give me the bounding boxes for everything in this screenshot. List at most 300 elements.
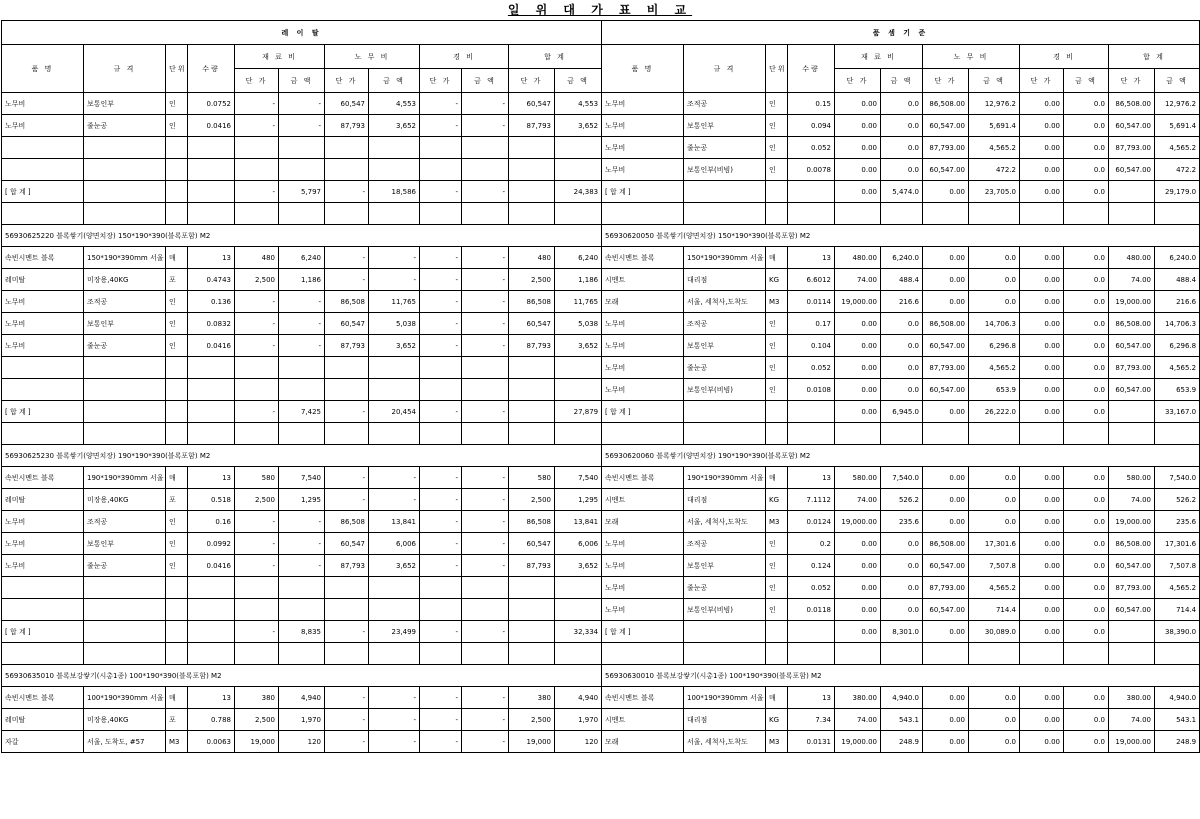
empty-cell	[766, 203, 788, 225]
material-amount: 0.0	[881, 533, 923, 555]
labor-amount: 0.0	[969, 709, 1020, 731]
empty-cell	[279, 379, 325, 401]
expense-amount: -	[462, 313, 509, 335]
expense-unit-price: 0.00	[1020, 511, 1064, 533]
total-amount: 120	[555, 731, 602, 753]
item-qty: 0.0416	[188, 335, 235, 357]
material-unit-price: 19,000.00	[835, 731, 881, 753]
expense-amount: -	[462, 291, 509, 313]
header-unit-price: 단 가	[1109, 69, 1155, 93]
item-name: 노무비	[602, 159, 684, 181]
empty-row	[602, 203, 1200, 225]
empty-cell	[462, 203, 509, 225]
empty-row	[602, 423, 1200, 445]
expense-amount: 0.0	[1064, 511, 1109, 533]
item-unit: 인	[766, 335, 788, 357]
empty-cell	[325, 577, 369, 599]
item-unit	[766, 621, 788, 643]
empty-cell	[923, 423, 969, 445]
total-unit-price: 580	[509, 467, 555, 489]
material-unit-price: 19,000.00	[835, 291, 881, 313]
item-name: 노무비	[602, 577, 684, 599]
section-title-row	[602, 665, 1200, 687]
item-spec: 줄눈공	[84, 335, 166, 357]
total-unit-price: 19,000.00	[1109, 291, 1155, 313]
item-unit: 인	[766, 357, 788, 379]
material-amount: 120	[279, 731, 325, 753]
expense-amount: -	[462, 269, 509, 291]
expense-amount: -	[462, 181, 509, 203]
item-unit	[766, 401, 788, 423]
empty-cell	[835, 643, 881, 665]
expense-amount: 0.0	[1064, 137, 1109, 159]
material-unit-price: 2,500	[235, 489, 279, 511]
item-qty: 0.0118	[788, 599, 835, 621]
item-unit: 인	[766, 555, 788, 577]
total-amount: 13,841	[555, 511, 602, 533]
material-unit-price: 0.00	[835, 137, 881, 159]
table-row	[602, 533, 1200, 555]
item-name: 노무비	[2, 291, 84, 313]
total-unit-price	[1109, 401, 1155, 423]
header-qty: 수량	[788, 45, 835, 93]
labor-unit-price: 0.00	[923, 269, 969, 291]
empty-cell	[279, 599, 325, 621]
table-row	[2, 731, 602, 753]
empty-cell	[462, 423, 509, 445]
item-qty	[788, 181, 835, 203]
material-unit-price: 480.00	[835, 247, 881, 269]
labor-unit-price: 0.00	[923, 731, 969, 753]
expense-unit-price: 0.00	[1020, 313, 1064, 335]
empty-cell	[509, 643, 555, 665]
table-row	[2, 269, 602, 291]
subtotal-row	[2, 401, 602, 423]
header-amount: 금 액	[881, 69, 923, 93]
expense-amount: -	[462, 115, 509, 137]
empty-cell	[188, 203, 235, 225]
expense-amount: 0.0	[1064, 357, 1109, 379]
material-amount: 0.0	[881, 159, 923, 181]
empty-cell	[369, 599, 420, 621]
item-unit: 매	[166, 467, 188, 489]
item-qty: 0.052	[788, 137, 835, 159]
total-unit-price: 74.00	[1109, 269, 1155, 291]
empty-cell	[509, 203, 555, 225]
labor-amount: 4,565.2	[969, 137, 1020, 159]
item-name: 레미탈	[2, 489, 84, 511]
empty-row	[2, 357, 602, 379]
item-unit: 인	[766, 115, 788, 137]
total-amount: 472.2	[1155, 159, 1200, 181]
item-unit: 인	[166, 93, 188, 115]
material-unit-price: 0.00	[835, 313, 881, 335]
table-row	[2, 115, 602, 137]
item-qty: 0.124	[788, 555, 835, 577]
empty-row	[2, 379, 602, 401]
item-spec: 150*190*390mm 서울	[684, 247, 766, 269]
empty-cell	[188, 137, 235, 159]
table-body-left	[2, 21, 602, 753]
empty-row	[2, 643, 602, 665]
header-spec: 규 격	[84, 45, 166, 93]
total-amount: 216.6	[1155, 291, 1200, 313]
material-amount: 0.0	[881, 93, 923, 115]
expense-unit-price: -	[420, 93, 462, 115]
expense-unit-price: -	[420, 313, 462, 335]
empty-cell	[235, 643, 279, 665]
labor-unit-price: 60,547.00	[923, 159, 969, 181]
header-total: 합 계	[1109, 45, 1200, 69]
empty-cell	[84, 599, 166, 621]
empty-cell	[188, 643, 235, 665]
header-name: 품 명	[602, 45, 684, 93]
header-unit: 단위	[766, 45, 788, 93]
total-unit-price	[1109, 621, 1155, 643]
total-amount: 1,295	[555, 489, 602, 511]
expense-unit-price: 0.00	[1020, 577, 1064, 599]
item-spec: 100*190*390mm 서울	[84, 687, 166, 709]
table-row	[2, 555, 602, 577]
empty-row	[2, 423, 602, 445]
item-qty: 0.0131	[788, 731, 835, 753]
item-name: 노무비	[602, 335, 684, 357]
material-amount: 0.0	[881, 335, 923, 357]
expense-amount: 0.0	[1064, 379, 1109, 401]
item-unit: M3	[766, 731, 788, 753]
empty-cell	[166, 577, 188, 599]
labor-unit-price: 60,547.00	[923, 379, 969, 401]
empty-cell	[235, 599, 279, 621]
total-unit-price: 87,793	[509, 555, 555, 577]
expense-amount: -	[462, 687, 509, 709]
total-unit-price: 60,547.00	[1109, 599, 1155, 621]
labor-amount: 3,652	[369, 555, 420, 577]
labor-unit-price: 60,547.00	[923, 335, 969, 357]
total-unit-price: 74.00	[1109, 709, 1155, 731]
expense-amount: 0.0	[1064, 687, 1109, 709]
material-unit-price: -	[235, 533, 279, 555]
empty-cell	[555, 599, 602, 621]
material-amount: 6,240	[279, 247, 325, 269]
material-unit-price: 0.00	[835, 555, 881, 577]
item-qty: 7.1112	[788, 489, 835, 511]
item-unit: KG	[766, 709, 788, 731]
item-spec: 줄눈공	[684, 357, 766, 379]
item-unit: 인	[166, 115, 188, 137]
empty-cell	[279, 423, 325, 445]
item-unit: 인	[766, 137, 788, 159]
labor-unit-price: -	[325, 269, 369, 291]
material-unit-price: -	[235, 313, 279, 335]
item-name: [ 합 계 ]	[2, 181, 84, 203]
table-row	[2, 335, 602, 357]
empty-cell	[166, 357, 188, 379]
empty-cell	[369, 577, 420, 599]
item-qty	[188, 181, 235, 203]
labor-amount: 0.0	[969, 467, 1020, 489]
empty-cell	[969, 203, 1020, 225]
empty-cell	[1109, 423, 1155, 445]
section-title: 56930635010 블록보강쌓기(시총1종) 100*190*390(블록포함) M2	[2, 665, 602, 687]
total-unit-price	[509, 621, 555, 643]
material-amount: 526.2	[881, 489, 923, 511]
material-unit-price: 0.00	[835, 577, 881, 599]
total-unit-price: 2,500	[509, 709, 555, 731]
item-spec: 대리점	[684, 709, 766, 731]
item-unit: 포	[166, 269, 188, 291]
expense-unit-price: 0.00	[1020, 621, 1064, 643]
item-spec	[684, 181, 766, 203]
labor-amount: -	[369, 247, 420, 269]
section-title-row	[2, 445, 602, 467]
empty-cell	[2, 137, 84, 159]
material-amount: 6,240.0	[881, 247, 923, 269]
empty-cell	[84, 137, 166, 159]
total-unit-price: 19,000.00	[1109, 731, 1155, 753]
empty-cell	[1064, 423, 1109, 445]
labor-amount: -	[369, 489, 420, 511]
total-amount: 653.9	[1155, 379, 1200, 401]
item-spec: 190*190*390mm 서울	[84, 467, 166, 489]
table-row	[602, 467, 1200, 489]
empty-cell	[325, 203, 369, 225]
header-amount: 금 액	[1155, 69, 1200, 93]
empty-cell	[555, 577, 602, 599]
expense-amount: -	[462, 621, 509, 643]
table-row	[602, 247, 1200, 269]
item-spec: 미장용,40KG	[84, 269, 166, 291]
table-row	[602, 313, 1200, 335]
material-unit-price: 0.00	[835, 621, 881, 643]
material-amount: 235.6	[881, 511, 923, 533]
empty-cell	[188, 577, 235, 599]
total-unit-price: 380	[509, 687, 555, 709]
empty-cell	[2, 599, 84, 621]
item-name: 속빈시멘트 블록	[2, 467, 84, 489]
empty-cell	[788, 203, 835, 225]
comparison-table-right	[601, 20, 1200, 753]
labor-amount: 14,706.3	[969, 313, 1020, 335]
material-unit-price: 0.00	[835, 335, 881, 357]
item-name: [ 합 계 ]	[2, 621, 84, 643]
labor-unit-price: 87,793	[325, 335, 369, 357]
total-unit-price: 86,508.00	[1109, 533, 1155, 555]
empty-cell	[2, 379, 84, 401]
material-amount: 248.9	[881, 731, 923, 753]
labor-amount: 17,301.6	[969, 533, 1020, 555]
expense-amount: 0.0	[1064, 467, 1109, 489]
empty-cell	[1064, 643, 1109, 665]
total-amount: 33,167.0	[1155, 401, 1200, 423]
expense-unit-price: 0.00	[1020, 291, 1064, 313]
item-qty: 0.0416	[188, 115, 235, 137]
total-amount: 4,940.0	[1155, 687, 1200, 709]
total-unit-price: 2,500	[509, 269, 555, 291]
material-unit-price: 2,500	[235, 709, 279, 731]
material-amount: -	[279, 115, 325, 137]
empty-cell	[369, 423, 420, 445]
header-unit-price: 단 가	[923, 69, 969, 93]
total-amount: 5,691.4	[1155, 115, 1200, 137]
material-unit-price: 19,000.00	[835, 511, 881, 533]
table-row	[602, 731, 1200, 753]
page-title: 일 위 대 가 표 비 교	[507, 3, 693, 17]
table-row	[602, 709, 1200, 731]
item-qty: 13	[788, 467, 835, 489]
empty-cell	[1109, 643, 1155, 665]
item-qty: 7.34	[788, 709, 835, 731]
empty-cell	[881, 643, 923, 665]
material-amount: 1,970	[279, 709, 325, 731]
item-spec	[684, 621, 766, 643]
item-spec: 190*190*390mm 서울	[684, 467, 766, 489]
item-unit: 인	[166, 291, 188, 313]
table-row	[2, 247, 602, 269]
expense-unit-price: -	[420, 709, 462, 731]
item-qty: 13	[788, 687, 835, 709]
subtotal-row	[602, 181, 1200, 203]
item-name: 노무비	[2, 313, 84, 335]
total-unit-price: 60,547.00	[1109, 335, 1155, 357]
item-spec	[84, 621, 166, 643]
total-amount: 526.2	[1155, 489, 1200, 511]
empty-cell	[555, 137, 602, 159]
item-unit: KG	[766, 269, 788, 291]
material-unit-price: 0.00	[835, 533, 881, 555]
item-qty: 0.0416	[188, 555, 235, 577]
empty-cell	[923, 643, 969, 665]
item-name: 노무비	[2, 93, 84, 115]
item-name: 노무비	[2, 533, 84, 555]
empty-cell	[684, 423, 766, 445]
section-title-row	[602, 225, 1200, 247]
table-row	[602, 93, 1200, 115]
expense-amount: -	[462, 709, 509, 731]
item-qty: 0.518	[188, 489, 235, 511]
section-title: 56930630010 블록보강쌓기(시총1종) 100*190*390(블록포함) M2	[602, 665, 1200, 687]
material-unit-price: -	[235, 291, 279, 313]
empty-cell	[325, 643, 369, 665]
labor-unit-price: 86,508.00	[923, 93, 969, 115]
item-unit	[166, 401, 188, 423]
empty-cell	[766, 423, 788, 445]
header-unit: 단위	[166, 45, 188, 93]
expense-unit-price: 0.00	[1020, 335, 1064, 357]
empty-cell	[188, 357, 235, 379]
expense-amount: 0.0	[1064, 291, 1109, 313]
material-amount: 543.1	[881, 709, 923, 731]
subtotal-row	[602, 401, 1200, 423]
empty-cell	[325, 379, 369, 401]
header-amount: 금 액	[555, 69, 602, 93]
expense-amount: 0.0	[1064, 489, 1109, 511]
header-labor: 노 무 비	[325, 45, 420, 69]
material-unit-price: 0.00	[835, 357, 881, 379]
item-name: 노무비	[602, 115, 684, 137]
expense-unit-price: 0.00	[1020, 93, 1064, 115]
empty-cell	[369, 379, 420, 401]
table-row	[602, 599, 1200, 621]
empty-cell	[369, 643, 420, 665]
empty-cell	[2, 577, 84, 599]
expense-amount: 0.0	[1064, 115, 1109, 137]
item-name: 시멘트	[602, 709, 684, 731]
header-unit-price: 단 가	[420, 69, 462, 93]
expense-amount: -	[462, 247, 509, 269]
section-title: 56930625230 블록쌓기(양면치장) 190*190*390(블록포함) M2	[2, 445, 602, 467]
total-amount: 6,240.0	[1155, 247, 1200, 269]
empty-cell	[555, 379, 602, 401]
labor-unit-price: 86,508.00	[923, 533, 969, 555]
total-unit-price	[509, 181, 555, 203]
empty-cell	[325, 137, 369, 159]
expense-amount: 0.0	[1064, 577, 1109, 599]
column-header-row	[602, 45, 1200, 69]
item-unit: 인	[766, 577, 788, 599]
expense-unit-price: -	[420, 687, 462, 709]
total-unit-price: 86,508.00	[1109, 93, 1155, 115]
item-qty: 0.052	[788, 577, 835, 599]
material-unit-price: 580	[235, 467, 279, 489]
labor-unit-price: 0.00	[923, 687, 969, 709]
empty-row	[2, 203, 602, 225]
item-unit: 인	[766, 379, 788, 401]
expense-unit-price: 0.00	[1020, 137, 1064, 159]
labor-unit-price: 86,508	[325, 511, 369, 533]
expense-unit-price: 0.00	[1020, 115, 1064, 137]
item-name: 노무비	[602, 533, 684, 555]
labor-amount: 5,691.4	[969, 115, 1020, 137]
item-name: 레미탈	[2, 709, 84, 731]
empty-row	[2, 599, 602, 621]
total-unit-price: 86,508.00	[1109, 313, 1155, 335]
table-row	[602, 335, 1200, 357]
labor-amount: 6,006	[369, 533, 420, 555]
labor-unit-price: 87,793.00	[923, 357, 969, 379]
header-expense: 경 비	[420, 45, 509, 69]
empty-cell	[1020, 203, 1064, 225]
item-spec	[684, 401, 766, 423]
empty-cell	[235, 577, 279, 599]
total-unit-price: 60,547	[509, 533, 555, 555]
empty-cell	[509, 379, 555, 401]
empty-cell	[509, 599, 555, 621]
material-unit-price: -	[235, 401, 279, 423]
section-title: 56930620050 블록쌓기(양면치장) 150*190*390(블록포함) M2	[602, 225, 1200, 247]
labor-unit-price: 0.00	[923, 291, 969, 313]
material-amount: 0.0	[881, 313, 923, 335]
item-spec: 보통인부(비빔)	[684, 159, 766, 181]
total-unit-price: 86,508	[509, 511, 555, 533]
item-spec: 보통인부(비빔)	[684, 599, 766, 621]
item-name: 속빈시멘트 블록	[602, 467, 684, 489]
labor-unit-price: 0.00	[923, 181, 969, 203]
labor-unit-price: -	[325, 181, 369, 203]
subtotal-row	[2, 621, 602, 643]
expense-unit-price: -	[420, 181, 462, 203]
item-name: 노무비	[2, 555, 84, 577]
labor-amount: 3,652	[369, 115, 420, 137]
item-unit: 인	[166, 313, 188, 335]
table-row	[602, 489, 1200, 511]
empty-cell	[235, 203, 279, 225]
empty-cell	[84, 423, 166, 445]
item-name: [ 합 계 ]	[602, 621, 684, 643]
table-row	[2, 489, 602, 511]
table-row	[602, 357, 1200, 379]
empty-cell	[835, 203, 881, 225]
